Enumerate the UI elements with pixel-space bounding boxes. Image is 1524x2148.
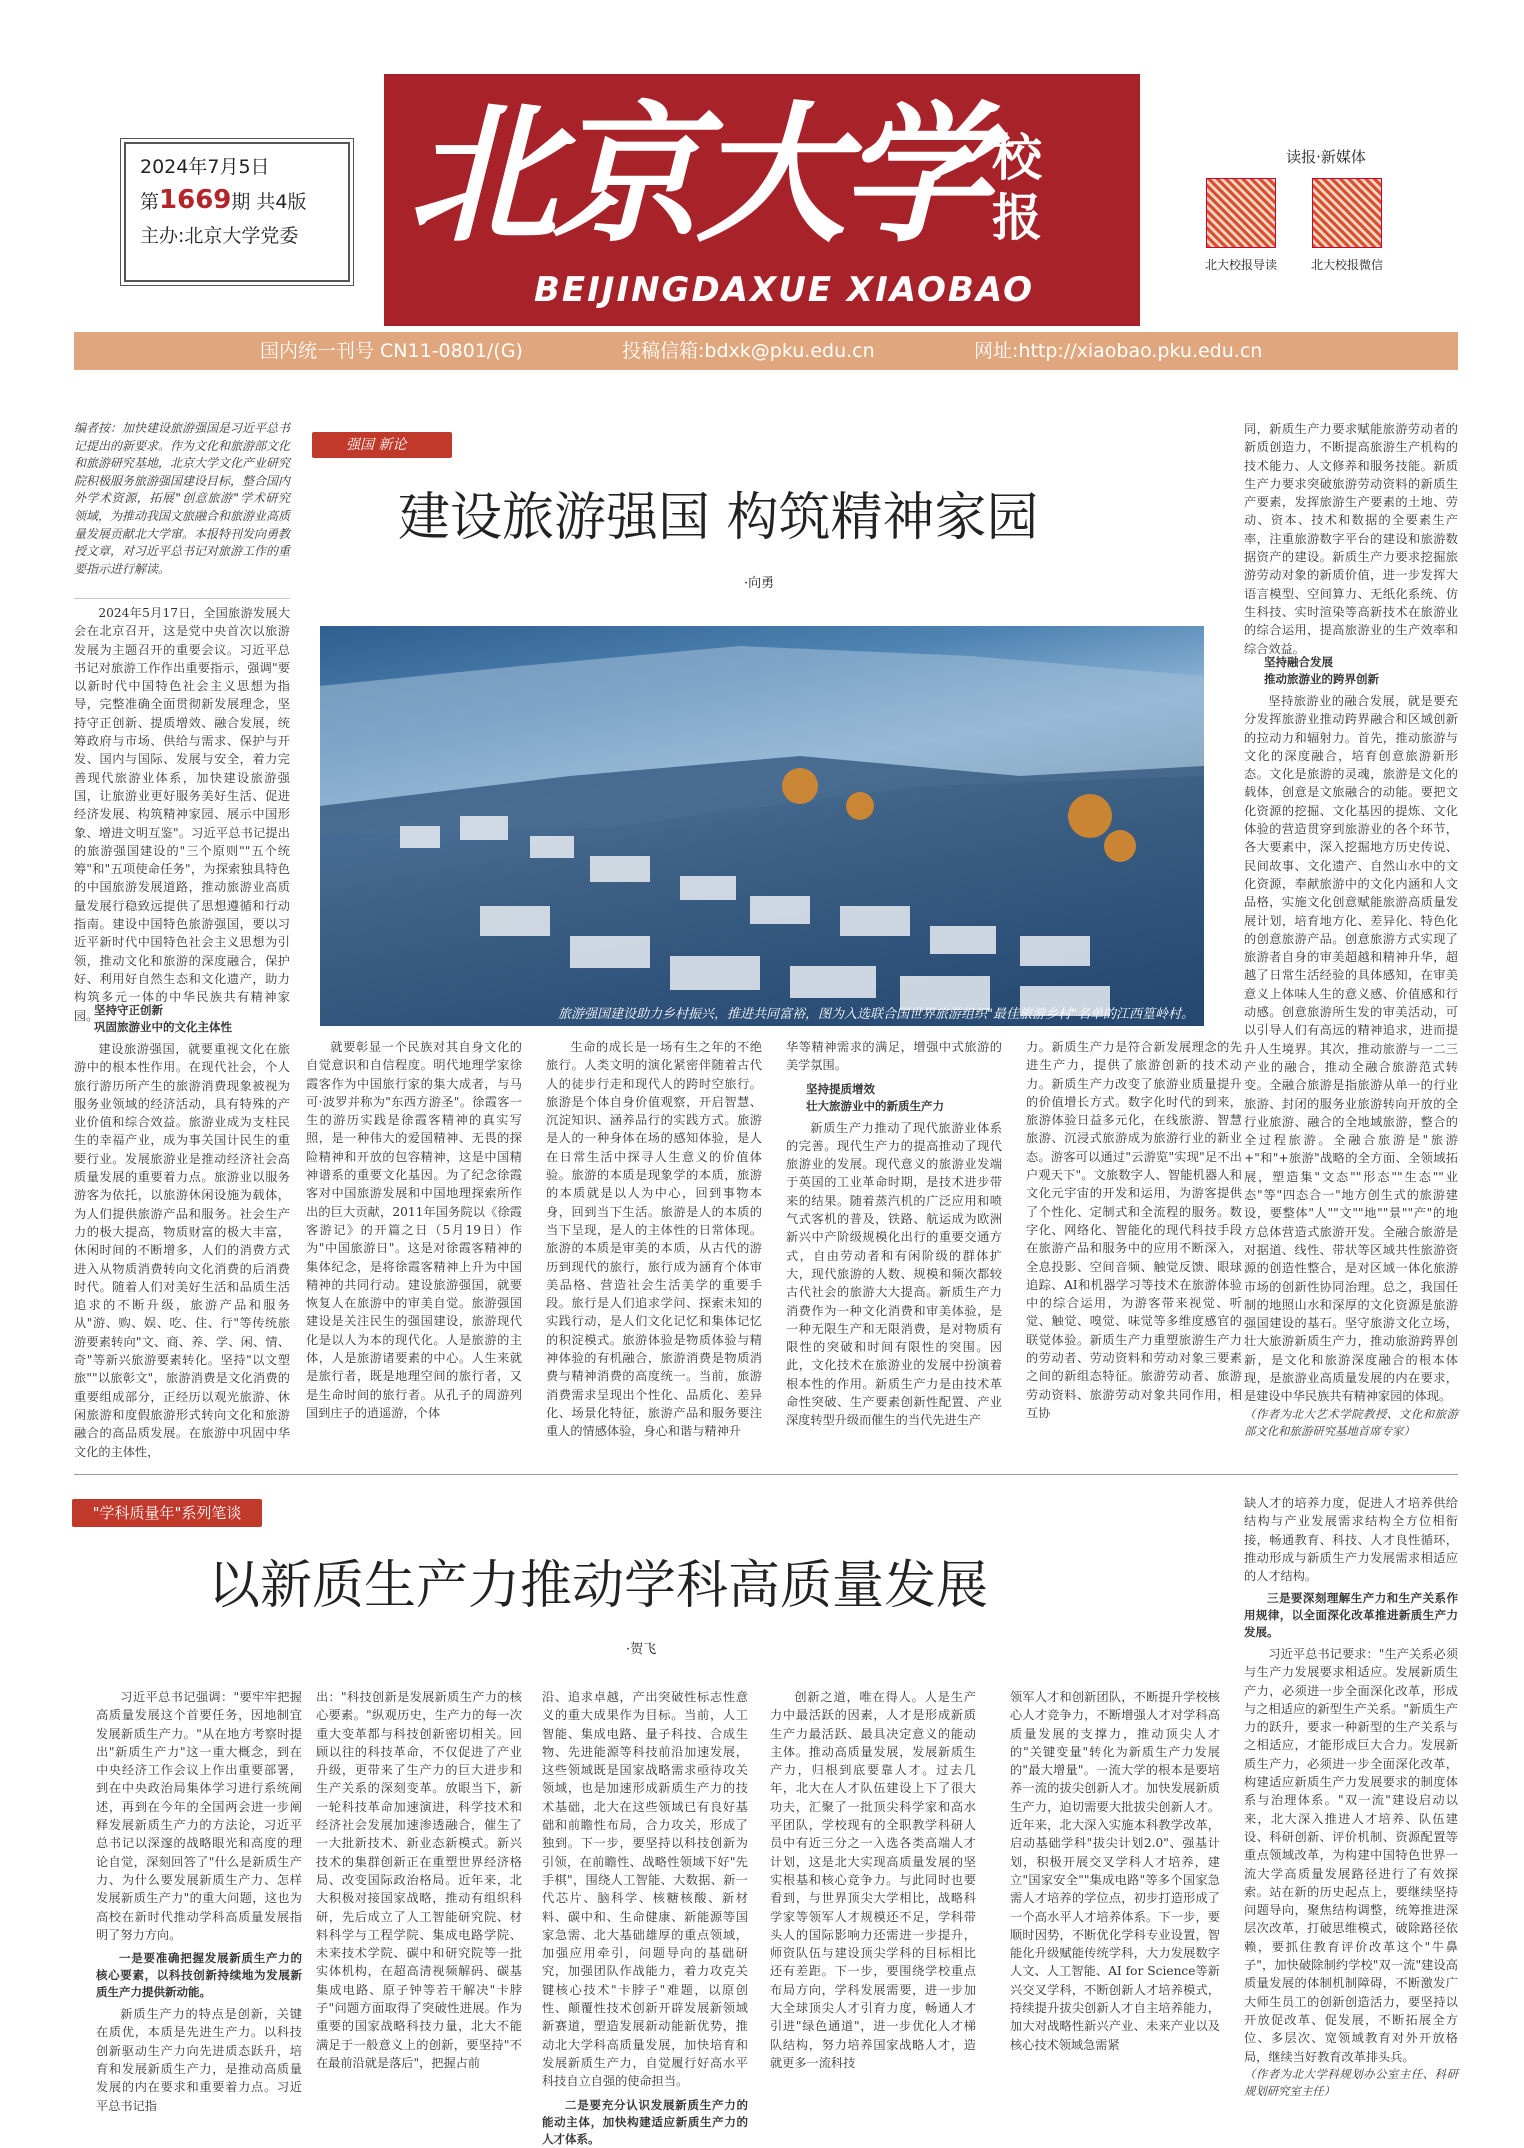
issue-info-box [124, 142, 350, 282]
photo-caption: 旅游强国建设助力乡村振兴，推进共同富裕，图为入选联合国世界旅游组织"最佳旅游乡村"名单的江西篁岭村。 [558, 1007, 1194, 1022]
article2-col1: 习近平总书记强调："要牢牢把握高质量发展这个首要任务，因地制宜发展新质生产力。"从在地方考察时提出"新质生产力"这一重大概念，到在中央经济工作会议上作出重要部署，到在中央政治局集体学习进行系统阐述，再到在今年的全国两会进一步阐释发展新质生产力的方法论，习近平总书记以深邃的战略眼光和高度的理论自觉，深刻回答了"什么是新质生产力、为什么要发展新质生产力、怎样发展新质生产力"的重大问题，这也为高校在新时代推动学科高质量发展指明了努力方向。 一是要准确把握发展新质生产力的核心要素，以科技创新持续地为发展新质生产力提供新动能。 新质生产力的特点是创新，关键在质优，本质是先进生产力。以科技创新驱动生产力向先进质态跃升，培育和发展新质生产力，是推动高质量发展的内在要求和重要着力点。习近平总书记指 [96, 1690, 302, 2113]
subheading: 坚持提质增效 壮大旅游业中的新质生产力 [806, 1081, 944, 1113]
article2-col3: 沿、追求卓越，产出突破性标志性意义的重大成果作为目标。当前，人工智能、集成电路、量子科技、合成生物、先进能源等科技前沿加速发展，这些领域既是国家战略需求亟待攻关领域，也是加速形成新质生产力的技术基础，北大在这些领域已有良好基础和前瞻性布局，合力攻关，形成了独到。下一步，要坚持以科技创新为引领，在前瞻性、战略性领域下好"先手棋"，围绕人工智能、大数据、新一代芯片、脑科学、核糖核酸、新材料、碳中和、生命健康、新能源等国家急需、北大基础雄厚的重点领域，加强应用牵引，问题导向的基础研究，加强团队作战能力，着力攻克关键核心技术"卡脖子"难题，以原创性、颠覆性技术创新开辟发展新领域新赛道，塑造发展新动能新优势，推动北大学科高质量发展，加快培育和发展新质生产力，自觉履行好高水平科技自立自强的使命担当。 二是要充分认识发展新质生产力的能动主体，加快构建适应新质生产力的人才体系。 [542, 1690, 748, 2146]
article1-col3: 生命的成长是一场有生之年的不绝旅行。人类文明的演化紧密伴随着古代人的徒步行走和现代人的跨时空旅行。旅游是个体自身价值观察，开启智慧、沉淀知识、涵养品行的实践方式。旅游是人的一种身体在场的感知体验，是人在日常生活中探寻人生意义的价值体验。旅游的本质是现象学的本质，旅游的本质就是以人为中心，回到事物本身，回到当下生活。旅游是人的本质的当下呈现，是人的主体性的日常体现。旅游的本质是审美的本质，从古代的游历到现代的旅行，旅行成为涵育个体审美品格、营造社会生活美学的重要手段。旅行是人们追求学问、探索未知的实践行动，是人们文化记忆和集体记忆的积淀模式。旅游体验是物质体验与精神体验的有机融合，旅游消费是物质消费与精神消费的高度统一。当前，旅游消费需求呈现出个性化、品质化、差异化、场景化特征，旅游产品和服务要注重人的情感体验，身心和谐与精神升 [546, 1040, 762, 1439]
article1-author: ·向勇 [744, 576, 775, 591]
article1-col6b: 坚持融合发展 推动旅游业的跨界创新 坚持旅游业的融合发展，就是要充分发挥旅游业推动跨界融合和区域创新的拉动力和辐射力。首先，推动旅游与文化的深度融合，培育创意旅游新形态。文化是旅游的灵魂，旅游是文化的载体，创意是文旅融合的动能。要把文化资源的挖掘、文化基因的提炼、文化体验的营造贯穿到旅游业的各个环节，各大要素中，深入挖掘地方历史传说、民间故事、文化遗产、自然山水中的文化资源，奉献旅游中的文化内涵和人文品格，实施文化创意赋能旅游高质量发展计划，培育地方化、差异化、特色化的创意旅游产品。创意旅游方式实现了旅游者自身的审美超越和精神升华，超越了日常生活经验的具体感知，在审美意义上体味人生的意义感、价值感和行动感。创意旅游所生发的审美活动，可以引导人们有高远的精神追求，进而提升人生境界。其次，推动旅游与一二三产业的融合，推动全融合旅游范式转变。全融合旅游是指旅游从单一的行业旅游、封闭的服务业旅游转向开放的全行业旅游、融合的全地域旅游，整合的全过程旅游。全融合旅游是"旅游+"和"+旅游"战略的全方面、全领域拓展，塑造集"文态""形态""生态""业态"等"四态合一"地方创生式的旅游建设，要整体"人""文""地""景""产"的地方总体营造式旅游开发。全融合旅游是对据道、线性、带状等区域共性旅游资源的创造性整合，是对区域一体化旅游市场的创新性协同治理。总之，我国任制的地照山水和深厚的文化资源是旅游强国建设的基石。坚守旅游文化立场，壮大旅游新质生产力，推动旅游跨界创新，是文化和旅游深度融合的根本体现，是旅游业高质量发展的内在要求，是建设中华民族共有精神家园的体现。 （作者为北大艺术学院教授、文化和旅游部文化和旅游研究基地首席专家） [1244, 655, 1458, 1438]
cn-code: 国内统一刊号 CN11-0801/(G) [260, 340, 523, 362]
subheading: 三是要深刻理解生产力和生产关系作用规律，以全面深化改革推进新质生产力发展。 [1244, 1591, 1458, 1639]
subheading: 二是要充分认识发展新质生产力的能动主体，加快构建适应新质生产力的人才体系。 [542, 2097, 748, 2146]
website-link[interactable]: 网址:http://xiaobao.pku.edu.cn [974, 340, 1263, 362]
issue-number: 第1669期 共4版 [140, 185, 307, 215]
article2-col6: 缺人才的培养力度，促进人才培养供给结构与产业发展需求结构全方位相衔接，畅通教育、科技、人才良性循环，推动形成与新质生产力发展需求相适应的人才结构。 [1244, 1496, 1458, 1584]
article2-col4: 创新之道，唯在得人。人是生产力中最活跃的因素，人才是形成新质生产力最活跃、最具决定意义的能动主体。推动高质量发展，发展新质生产力，归根到底要靠人才。过去几年，北大在人才队伍建设上下了很大功夫，汇聚了一批顶尖科学家和高水平团队，学校现有的全职教学科研人员中有近三分之一入选各类高端人才计划，这是北大实现高质量发展的坚实根基和核心竞争力。与此同时也要看到，与世界顶尖大学相比，战略科学家等领军人才规模还不足，学科带头人的国际影响力还需进一步提升，师资队伍与建设顶尖学科的目标相比还有差距。下一步，要围绕学校重点布局方向，学科发展需要，进一步加大全球顶尖人才引育力度，畅通人才引进"绿色通道"，进一步优化人才梯队结构，努力培养国家战略人才，造就更多一流科技 [770, 1690, 976, 2070]
article1-col2: 就要彰显一个民族对其自身文化的自觉意识和自信程度。明代地理学家徐霞客作为中国旅行家的集大成者，与马可·波罗并称为"东西方游圣"。徐霞客一生的游历实践是徐霞客精神的真实写照，是一种伟大的爱国精神、无畏的探险精神和开放的包容精神，这是中国精神谱系的重要文化基因。为了纪念徐霞客对中国旅游发展和中国地理探索所作出的巨大贡献，2011年国务院以《徐霞客游记》的开篇之日（5月19日）作为"中国旅游日"。这是对徐霞客精神的集体纪念，是将徐霞客精神上升为中国精神的共同行动。建设旅游强国，就要恢复人在旅游中的审美自觉。旅游强国建设是关注民生的强国建设，旅游现代化是以人为本的现代化。人是旅游的主体，人是旅游诸要素的中心。人生来就是旅行者，既是地理空间的旅行者，又是生命时间的旅行者。从孔子的周游列国到庄子的逍遥游，个体 [306, 1040, 522, 1420]
article1-col1b: 坚持守正创新 巩固旅游业中的文化主体性 建设旅游强国，就要重视文化在旅游中的根本性作用。在现代社会，个人旅行游历所产生的旅游消费现象被视为服务业领域的经济活动，具有特殊的产业价值和综合效益。旅游业成为支柱民生的幸福产业，成为事关国计民生的重要行业。发展旅游业是推动经济社会高质量发展的重要着力点。旅游业以服务游客为依托，以旅游休闲设施为载体，为人们提供旅游产品和服务。社会生产力的极大提高，物质财富的极大丰富，休闲时间的不断增多，人们的消费方式进入从物质消费转向文化消费的后消费时代。随着人们对美好生活和品质生活追求的不断升级，旅游产品和服务从"游、购、娱、吃、住、行"等传统旅游要素转向"文、商、养、学、闲、情、奇"等新兴旅游要素转化。坚持"以文塑旅""以旅彰文"，旅游消费是文化消费的重要组成部分，正经历以观光旅游、休闲旅游和度假旅游形式转向文化和旅游融合的高品质发展。在旅游中巩固中华文化的主体性， [74, 1003, 290, 1459]
qr1-label: 北大校报导读 [1204, 258, 1277, 272]
column-tag: 强国 新论 [312, 432, 452, 458]
qr-heading: 读报·新媒体 [1286, 148, 1366, 166]
masthead-title: 北京大学 [408, 87, 985, 263]
subheading: 坚持守正创新 巩固旅游业中的文化主体性 [94, 1003, 232, 1034]
article2-col5: 领军人才和创新团队，不断提升学校核心人才竞争力，不断增强人才对学科高质量发展的支撑力，推动顶尖人才的"关键变量"转化为新质生产力发展的"最大增量"。一流大学的根本是要培养一流的拔尖创新人才。加快发展新质生产力，迫切需要大批拔尖创新人才。近年来，北大深入实施本科教学改革，启动基础学科"拔尖计划2.0"、强基计划，积极开展交叉学科人才培养，建立"国家安全""集成电路"等多个国家急需人才培养的学位点，初步打造形成了一个高水平人才培养体系。下一步，要顺时因势，不断优化学科专业设置，智能化升级赋能传统学科，大力发展数字人文、人工智能、AI for Science等新兴交叉学科，不断创新人才培养模式，持续提升拔尖创新人才自主培养能力，加大对战略性新兴产业、未来产业以及核心技术领域急需紧 [1010, 1690, 1220, 2052]
article2-title: 以新质生产力推动学科高质量发展 [208, 1556, 989, 1616]
newspaper-masthead [384, 74, 1140, 326]
masthead-pinyin: BEIJINGDAXUE XIAOBAO [534, 270, 1034, 310]
divider [74, 598, 290, 599]
article1-title: 建设旅游强国 构筑精神家园 [398, 488, 1039, 548]
photo-illustration [320, 626, 1204, 1026]
series-tag: "学科质量年"系列笔谈 [72, 1499, 262, 1527]
organizer: 主办:北京大学党委 [140, 225, 299, 247]
subheading: 一是要准确把握发展新质生产力的核心要素，以科技创新持续地为发展新质生产力提供新动能。 [96, 1951, 302, 2000]
author-note: （作者为北大艺术学院教授、文化和旅游部文化和旅游研究基地首席专家） [1244, 1406, 1458, 1438]
submission-email[interactable]: 投稿信箱:bdxk@pku.edu.cn [622, 340, 875, 362]
masthead-title-side: 校报 [992, 128, 1042, 247]
qr-code-guide-icon[interactable] [1206, 178, 1276, 248]
subheading: 坚持融合发展 推动旅游业的跨界创新 [1264, 655, 1379, 686]
qr-section [1204, 146, 1476, 272]
article2-col6b: 三是要深刻理解生产力和生产关系作用规律，以全面深化改革推进新质生产力发展。 习近平总书记要求："生产关系必须与生产力发展要求相适应。发展新质生产力，必须进一步全面深化改革，形成与之相适应的新型生产关系。"新质生产力的跃升，要求一种新型的生产关系与之相适应，才能形成巨大合力。发展新质生产力，必须进一步全面深化改革，构建适应新质生产力发展要求的制度体系与治理体系。"双一流"建设启动以来，北大深入推进人才培养、队伍建设、科研创新、评价机制、资源配置等重点领域改革，为构建中国特色世界一流大学高质量发展路径进行了有效探索。站在新的历史起点上，要继续坚持问题导向，聚焦结构调整，统筹推进深层次改革，打破思维模式，破除路径依赖，要抓住教育评价改革这个"牛鼻子"，加快破除制约学校"双一流"建设高质量发展的体制机制障碍，不断激发广大师生员工的创新创造活力，要坚持以开放促改革、促发展，不断拓展全方位、多层次、宽领域教育对外开放格局，继续当好教育改革排头兵。 （作者为北大学科规划办公室主任、科研规划研究室主任） [1244, 1591, 1458, 2098]
qr-code-wechat-icon[interactable] [1312, 178, 1382, 248]
article1-col1: 2024年5月17日，全国旅游发展大会在北京召开，这是党中央首次以旅游发展为主题召开的重要会议。习近平总书记对旅游工作作出重要指示，强调"要以新时代中国特色社会主义思想为指导，完整准确全面贯彻新发展理念，坚持守正创新、提质增效、融合发展，统筹政府与市场、供给与需求、保护与开发、国内与国际、发展与安全，着力完善现代旅游业体系，加快建设旅游强国，让旅游业更好服务美好生活、促进经济发展、构筑精神家园、展示中国形象、增进文明互鉴"。习近平总书记提出的旅游强国建设的"三个原则""五个统筹"和"五项使命任务"，为探索独具特色的中国旅游发展道路，推动旅游业高质量发展行稳致远提供了思想遵循和行动指南。建设中国特色旅游强国，要以习近平新时代中国特色社会主义思想为引领，推动文化和旅游的深度融合，保护好、利用好自然生态和文化遗产，助力构筑多元一体的中华民族共有精神家园。 [74, 606, 290, 1023]
article2-author: ·贺飞 [626, 1642, 657, 1657]
village-photo [320, 626, 1204, 1026]
author-note: （作者为北大学科规划办公室主任、科研规划研究室主任） [1244, 2066, 1458, 2098]
article1-col6: 同，新质生产力要求赋能旅游劳动者的新质创造力，不断提高旅游生产机构的技术能力、人文修养和服务技能。新质生产力要求突破旅游劳动资料的新质生产要素，发挥旅游生产要素的土地、劳动、资本、技术和数据的全要素生产率，注重旅游数字平台的建设和旅游数据资产的建设。新质生产力要求挖掘旅游劳动对象的新质价值，进一步发挥大语言模型、空间算力、无纸化系统、仿生科技、实时渲染等高新技术在旅游业的综合运用，提高旅游业的生产效率和综合效益。 [1244, 422, 1458, 656]
qr2-label: 北大校报微信 [1310, 258, 1383, 272]
info-bar [74, 332, 1458, 370]
section-divider [74, 1474, 1458, 1475]
editor-note: 编者按：加快建设旅游强国是习近平总书记提出的新要求。作为文化和旅游部文化和旅游研究基地，北京大学文化产业研究院积极服务旅游强国建设目标，整合国内外学术资源，拓展"创意旅游"学术研究领域，为推动我国文旅融合和旅游业高质量发展贡献北大学窜。本报特刊发向勇教授文章，对习近平总书记对旅游工作的重要指示进行解读。 [74, 421, 291, 576]
article2-col2: 出："科技创新是发展新质生产力的核心要素。"纵观历史，生产力的每一次重大变革都与科技创新密切相关。回顾以往的科技革命，不仅促进了产业升级，更带来了生产力的巨大进步和生产关系的深刻变革。放眼当下，新一轮科技革命加速演进，科学技术和经济社会发展加速渗透融合，催生了一大批新技术、新业态新模式。新兴技术的集群创新正在重塑世界经济格局、改变国际政治格局。近年来，北大积极对接国家战略，推动有组织科研，先后成立了人工智能研究院、材料科学与工程学院、集成电路学院、未来技术学院、碳中和研究院等一批实体机构，在超高清视频解码、碳基集成电路、原子钟等若干解决"卡脖子"问题方面取得了突破性进展。作为重要的国家战略科技力量，北大不能满足于一般意义上的创新，要坚持"不在最前沿就是落后"，把握占前 [316, 1690, 522, 2070]
issue-date: 2024年7月5日 [140, 156, 270, 178]
article1-col5: 力。新质生产力是符合新发展理念的先进生产力，提供了旅游创新的技术动力。新质生产力改变了旅游业质量提升的价值增长方式。数字化时代的到来，旅游体验日益多元化，在线旅游、智慧旅游、沉浸式旅游成为旅游行业的新业态。游客可以通过"云游览"实现"足不出户观天下"。文旅数字人、智能机器人和文化元宇宙的开发和运用，为游客提供了个性化、定制式和全流程的服务。数字化、网络化、智能化的现代科技手段在旅游产品和服务中的应用不断深入，全息投影、空间音频、触觉反馈、眼球追踪、AI和机器学习等技术在旅游体验中的综合运用，为游客带来视觉、听觉、触觉、嗅觉、味觉等多维度感官的联觉体验。新质生产力重塑旅游生产力的劳动者、劳动资料和劳动对象三要素之间的新组态特征。旅游劳动者、旅游劳动资料、旅游劳动对象共同作用，相互协 [1026, 1040, 1242, 1420]
article1-col4: 华等精神需求的满足，增强中式旅游的美学氛围。 坚持提质增效 壮大旅游业中的新质生产力 新质生产力推动了现代旅游业体系的完善。现代生产力的提高推动了现代旅游业的发展。现代意义的旅游业发端于英国的工业革命时期，是技术进步带来的结果。随着蒸汽机的广泛应用和喷气式客机的普及，铁路、航运成为欧洲新兴中产阶级规模化出行的重要交通方式，自由劳动者和有闲阶级的群体扩大，现代旅游的人数、规模和频次都较古代社会的旅游大大提高。新质生产力消费作为一种文化消费和审美体验，是一种无限生产和无限消费，是对物质有限性的突破和时间有限性的突围。因此，文化技术在旅游业的发展中扮演着根本性的作用。新质生产力是由技术革命性突破、生产要素创新性配置、产业深度转型升级而催生的当代先进生产 [786, 1040, 1002, 1428]
